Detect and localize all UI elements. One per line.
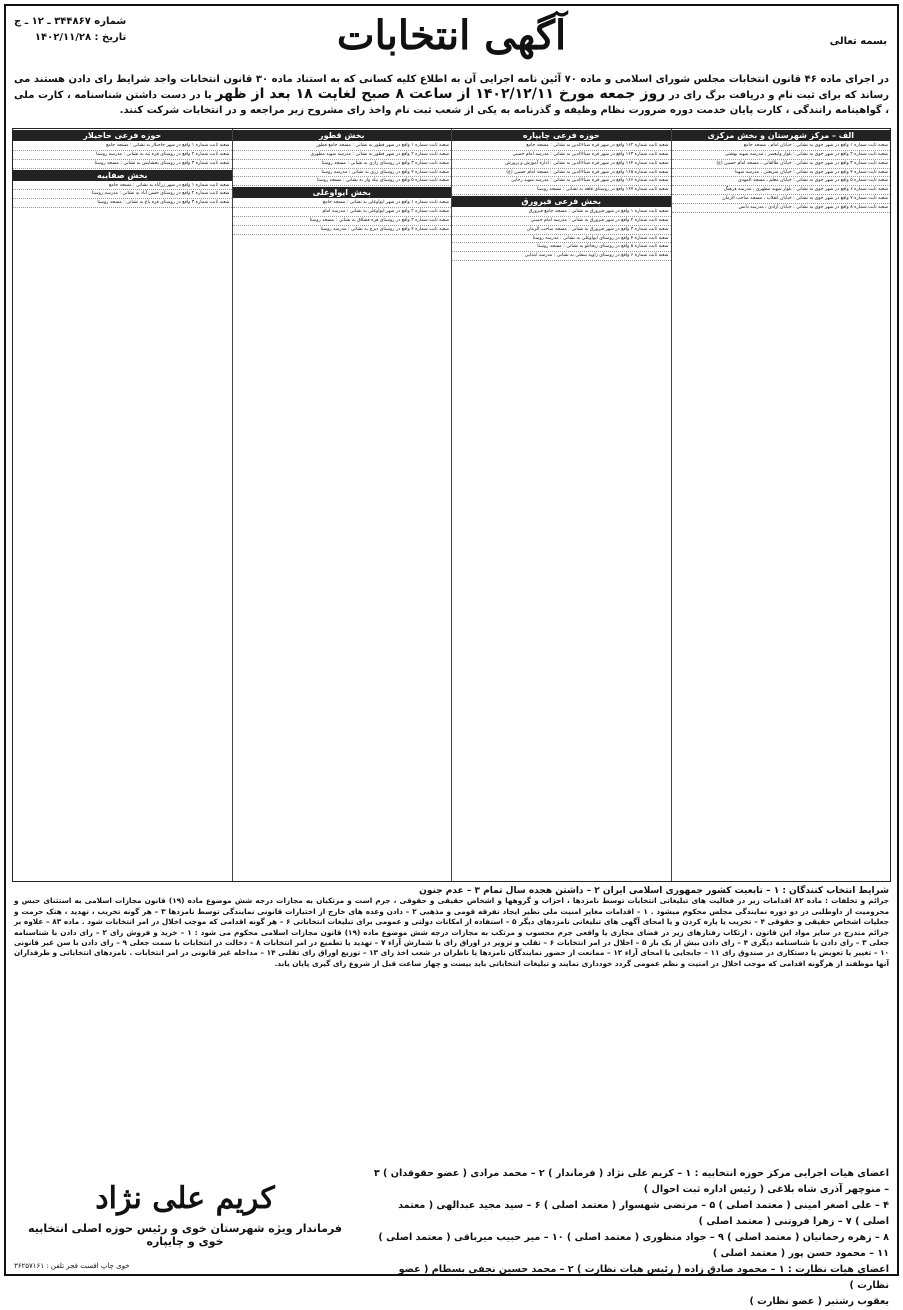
station-row: شعبه ثابت شماره ۱۶۷ واقع در روستای قلعه به نشانی : مسجد روستا	[452, 186, 671, 195]
signer-role: فرماندار ویژه شهرستان خوی و رئیس حوزه اصلی انتخابیه خوی و چایپاره	[28, 1222, 342, 1248]
station-row: شعبه ثابت شماره ۴ واقع در شهر خوی به نشانی : خیابان شریعتی ، مدرسه شهدا	[672, 169, 891, 178]
station-row: شعبه ثابت شماره ۱۶۴ واقع در شهر قره ضیاءالدین به نشانی : اداره آموزش و پرورش	[452, 160, 671, 169]
station-row: شعبه ثابت شماره ۲ واقع در شهر ایواوغلی به نشانی : مدرسه امام	[233, 208, 452, 217]
stations-column	[451, 129, 671, 881]
station-row: شعبه ثابت شماره ۱ واقع در شهر قطور به نشانی : مسجد جامع قطور	[233, 142, 452, 151]
station-row: شعبه ثابت شماره ۱ واقع در شهر حاجیلار به نشانی : مسجد جامع	[13, 142, 232, 151]
station-row: شعبه ثابت شماره ۳ واقع در روستای بخشایش به نشانی : مسجد روستا	[13, 160, 232, 169]
station-row: شعبه ثابت شماره ۲ واقع در شهر قطور به نشانی : مدرسه شهید مطهری	[233, 151, 452, 160]
stations-column	[671, 129, 891, 881]
station-row: شعبه ثابت شماره ۸ واقع در شهر خوی به نشانی : خیابان آزادی ، مدرسه دانش	[672, 204, 891, 213]
station-row: شعبه ثابت شماره ۴ واقع در روستای ایواوغلی به نشانی : مدرسه روستا	[452, 235, 671, 244]
signature-block	[20, 1181, 350, 1248]
intro-paragraph	[14, 72, 889, 118]
station-row: شعبه ثابت شماره ۵ واقع در شهر خوی به نشانی : خیابان معلم ، مسجد المهدی	[672, 177, 891, 186]
print-footer: خوی چاپ افست فجر تلفن : ۳۶۲۵۷۱۶۱	[14, 1262, 130, 1270]
section-heading: حوزه فرعی حاجیلار	[13, 130, 232, 141]
board-line: یعقوب رشتبر ( عضو نظارت )	[749, 1296, 889, 1307]
stations-column	[13, 129, 232, 881]
station-row: شعبه ثابت شماره ۴ واقع در روستای دیزج به نشانی : مدرسه روستا	[233, 226, 452, 235]
intro-text-1: در اجرای ماده ۴۶ قانون انتخابات مجلس شورای اسلامی و ماده ۷۰ آئین نامه اجرایی آن به اطلاع کلیه کسانی که به استناد ماده ۳۰ قانون انتخابات واجد شرایط رای دادن هستند می رساند که برای ثبت نام و دریافت برگ رای در	[14, 74, 890, 101]
section-heading: بخش قطور	[233, 130, 452, 141]
station-row: شعبه ثابت شماره ۳ واقع در شهر فیرورق به نشانی : مسجد صاحب الزمان	[452, 226, 671, 235]
basmala: بسمه تعالی	[829, 36, 887, 47]
section-heading: بخش فرعی فیرورق	[452, 196, 671, 207]
violations-text: جرائم و تخلفات : ماده ۸۲ اقدامات زیر در فعالیت های تبلیغاتی انتخابات توسط نامزدها ، احزاب و گروهها و اشخاص حقیقی و حقوقی ، جرم است و مرتکبان به مجازات درجه شش موضوع ماده (۱۹) قانون مجازات اسلامی به استثنای حبس و محرومیت از داوطلبی در دو دوره نمایندگی مجلس محکوم میشود . ۱ – اقدامات مغایر امنیت ملی نظیر ایجاد تفرقه قومی و مذهبی ۲ – دادن وعده های خارج از اختیارات قانونی نمایندگی توسط نامزدها ۳ – هر گونه تخریب ، تهدید ، هتک حرمت و جعلیات اشخاص حقیقی و حقوقی ۴ – تخریب یا پاره کردن و یا امحای آگهی های تبلیغاتی نامزدهای دیگر ۵ – استفاده از امکانات دولتی و عمومی برای تبلیغات انتخاباتی ۶ – هر گونه اقدامی که موجب اخلال در امر انتخابات شود . ماده ۸۳ – علاوه بر جرائم مندرج در سایر مواد این قانون ، ارتکاب رفتارهای زیر در فضای مجازی یا واقعی جرم محسوب و مرتکب به مجازات درجه شش موضوع ماده (۱۹) قانون مجازات اسلامی محکوم می شود : ۱ – خرید و فروش رای ۲ – رای دادن با شناسنامه جعلی ۳ – رای دادن با شناسنامه دیگری ۴ – رای دادن بیش از یک بار ۵ – اخلال در امر انتخابات ۶ – تقلب و تزویر در اوراق رای یا شمارش آراء ۷ – تهدید یا تطمیع در امر انتخابات ۸ – دخالت در انتخابات با سمت جعلی ۹ – رای دادن با سن غیر قانونی ۱۰ – تغییر یا تعویض یا دستکاری در صندوق رای ۱۱ – جابجایی یا امحای آراء ۱۲ – ممانعت از حضور نمایندگان نامزدها یا ناظران در شعب اخذ رای ۱۳ – توزیع اوراق رای تقلبی ۱۴ – مداخله غیر قانونی در امر انتخابات . نامزدهای انتخاباتی و طرفداران آنها موظفند از هرگونه اقدامی که موجب اخلال در امنیت و نظم عمومی گردد خودداری نمایند و تبلیغات انتخاباتی باید بیست و چهار ساعت قبل از شروع رای گیری پایان یابد.	[14, 896, 890, 968]
station-row: شعبه ثابت شماره ۳ واقع در شهر خوی به نشانی : خیابان طالقانی ، مسجد امام حسین (ع)	[672, 160, 891, 169]
voter-conditions: شرایط انتخاب کنندگان : ۱ – تابعیت کشور جمهوری اسلامی ایران ۲ – داشتن هجده سال تمام ۳ – عدم جنون	[419, 886, 889, 896]
board-line: ۸ – زهره رحمانیان ( معتمد اصلی ) ۹ – جواد منظوری ( معتمد اصلی ) ۱۰ – میر حبیب میرباقی ( معتمد اصلی ) ۱۱ – محمود حسن پور ( معتمد اصلی )	[378, 1232, 889, 1259]
station-row: شعبه ثابت شماره ۱ واقع در شهر زرآباد به نشانی : مسجد جامع	[13, 182, 232, 191]
station-row: شعبه ثابت شماره ۶ واقع در شهر خوی به نشانی : بلوار شهید مطهری ، مدرسه فرهنگ	[672, 186, 891, 195]
executive-board	[369, 1166, 889, 1310]
station-row: شعبه ثابت شماره ۱ واقع در شهر خوی به نشانی : خیابان امام ، مسجد جامع	[672, 142, 891, 151]
announcement-page	[4, 4, 899, 1307]
section-heading: بخش صفاییه	[13, 170, 232, 181]
board-line: ۴ – علی اصغر امینی ( معتمد اصلی ) ۵ – مرتضی شهسوار ( معتمد اصلی ) ۶ – سید مجید عبدالهی ( معتمد اصلی ) ۷ – زهرا فروتنی ( معتمد اصلی )	[398, 1200, 889, 1227]
station-row: شعبه ثابت شماره ۱۶۶ واقع در شهر قره ضیاءالدین به نشانی : مدرسه شهید رجایی	[452, 177, 671, 186]
reference-date: تاریخ : ۱۴۰۲/۱۱/۲۸	[34, 32, 127, 43]
reference-number: شماره ۳۴۴۸۶۷ ـ ۱۲ ـ ج	[14, 16, 127, 27]
board-line: اعضای هیات نظارت : ۱ – محمود صادق زاده ( رئیس هیات نظارت ) ۲ – محمد حسین نجفی بسطام ( عضو نظارت )	[398, 1264, 889, 1291]
header	[6, 6, 897, 76]
conditions-block	[14, 886, 889, 969]
station-row: شعبه ثابت شماره ۱۶۵ واقع در شهر قره ضیاءالدین به نشانی : مسجد امام حسین (ع)	[452, 169, 671, 178]
station-row: شعبه ثابت شماره ۳ واقع در روستای قره قشلاق به نشانی : مسجد روستا	[233, 217, 452, 226]
station-row: شعبه ثابت شماره ۴ واقع در روستای زری به نشانی : مدرسه روستا	[233, 169, 452, 178]
station-row: شعبه ثابت شماره ۳ واقع در روستای قره باغ به نشانی : مسجد روستا	[13, 199, 232, 208]
station-row: شعبه ثابت شماره ۱ واقع در شهر ایواوغلی به نشانی : مسجد جامع	[233, 199, 452, 208]
station-row: شعبه ثابت شماره ۱۶۲ واقع در شهر قره ضیاءالدین به نشانی : مسجد جامع	[452, 142, 671, 151]
station-row: شعبه ثابت شماره ۲ واقع در روستای حسن آباد به نشانی : مدرسه روستا	[13, 190, 232, 199]
station-row: شعبه ثابت شماره ۵ واقع در روستای ریحانلو به نشانی : مسجد روستا	[452, 243, 671, 252]
station-row: شعبه ثابت شماره ۱ واقع در شهر فیرورق به نشانی : مسجد جامع فیرورق	[452, 208, 671, 217]
station-row: شعبه ثابت شماره ۳ واقع در روستای رازی به نشانی : مسجد روستا	[233, 160, 452, 169]
board-line: اعضای هیات اجرایی مرکز حوزه انتخابیه : ۱ – کریم علی نژاد ( فرماندار ) ۲ – محمد مرادی ( عضو حقوقدان ) ۳ – منوچهر آذری شاه بلاغی ( رئیس اداره ثبت احوال )	[373, 1168, 889, 1195]
intro-text-2: با در دست داشتن شناسنامه ، کارت ملی ، گواهینامه رانندگی ، کارت پایان خدمت دوره ضرورت نظام وظیفه و گذرنامه به یکی از شعب ثبت نام واخذ رای مشروح زیر مراجعه و در انتخابات شرکت کنند.	[14, 90, 889, 116]
station-row: شعبه ثابت شماره ۲ واقع در روستای قره تپه به نشانی : مدرسه روستا	[13, 151, 232, 160]
station-row: شعبه ثابت شماره ۲ واقع در شهر فیرورق به نشانی : مدرسه امام خمینی	[452, 217, 671, 226]
station-row: شعبه ثابت شماره ۵ واقع در روستای بیله وار به نشانی : مسجد روستا	[233, 177, 452, 186]
section-heading: بخش ایواوغلی	[233, 187, 452, 198]
station-row: شعبه ثابت شماره ۷ واقع در شهر خوی به نشانی : خیابان انقلاب ، مسجد صاحب الزمان	[672, 195, 891, 204]
station-row: شعبه ثابت شماره ۱۶۳ واقع در شهر قره ضیاءالدین به نشانی : مدرسه امام خمینی	[452, 151, 671, 160]
intro-date: روز جمعه مورخ ۱۴۰۲/۱۲/۱۱ از ساعت ۸ صبح لغایت ۱۸ بعد از ظهر	[215, 86, 666, 102]
polling-stations-table	[12, 128, 891, 882]
station-row: شعبه ثابت شماره ۶ واقع در روستای زاویه سفلی به نشانی : مدرسه ابتدایی	[452, 252, 671, 261]
page-title: آگهی انتخابات	[336, 12, 567, 59]
station-row: شعبه ثابت شماره ۲ واقع در شهر خوی به نشانی : بلوار ولیعصر ، مدرسه شهید بهشتی	[672, 151, 891, 160]
stations-column	[232, 129, 452, 881]
section-heading: الف – مرکز شهرستان و بخش مرکزی	[672, 130, 891, 141]
section-heading: حوزه فرعی چایپاره	[452, 130, 671, 141]
signer-name: کریم علی نژاد	[95, 1181, 275, 1216]
